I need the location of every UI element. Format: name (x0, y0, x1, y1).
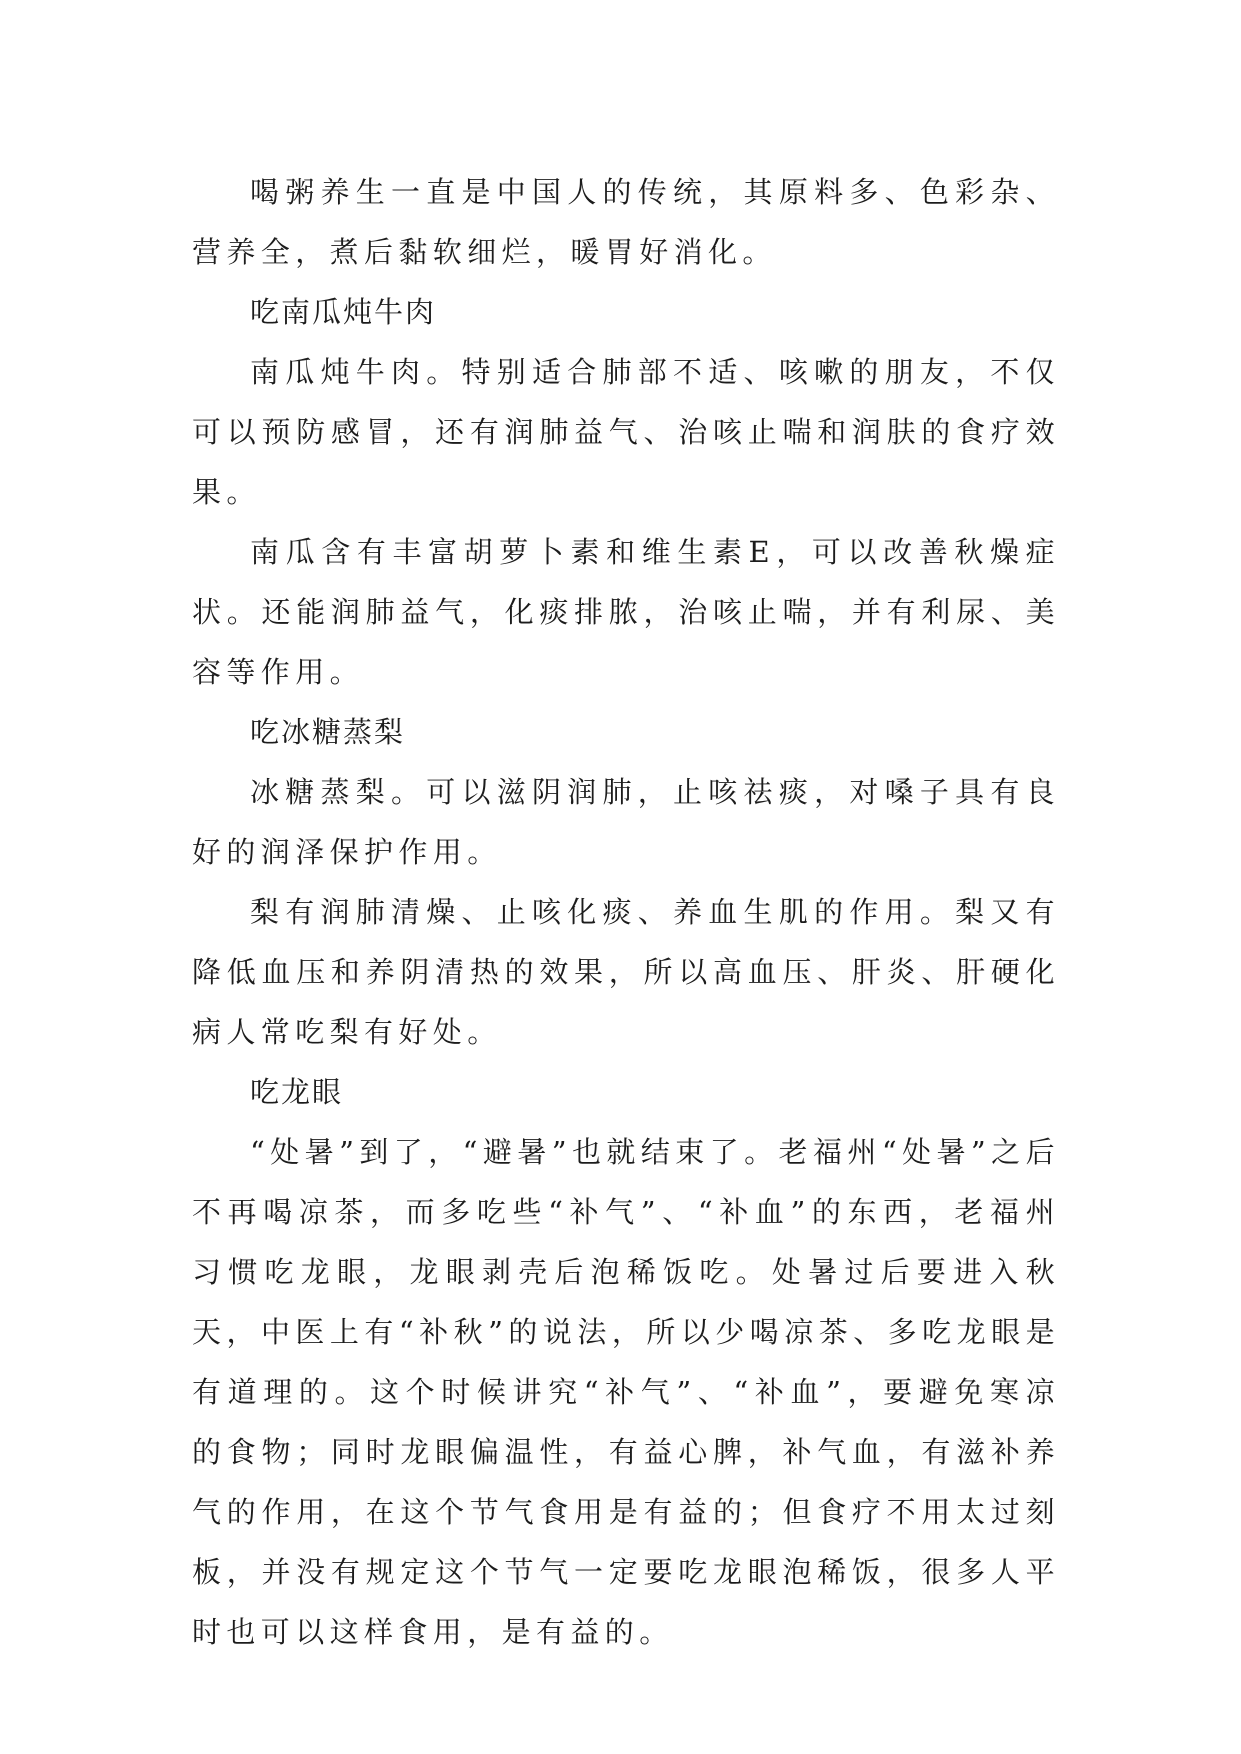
paragraph-steamed-pear: 冰糖蒸梨。可以滋阴润肺，止咳祛痰，对嗓子具有良好的润泽保护作用。 (192, 775, 1060, 869)
paragraph-pumpkin-nutrition: 南瓜含有丰富胡萝卜素和维生素E，可以改善秋燥症状。还能润肺益气，化痰排脓，治咳止喘，并有利尿、美容等作用。 (192, 535, 1060, 689)
paragraph-longan: “处暑”到了，“避暑”也就结束了。老福州“处暑”之后不再喝凉茶，而多吃些“补气”、“补血”的东西，老福州习惯吃龙眼，龙眼剥壳后泡稀饭吃。处暑过后要进入秋天，中医上有“补秋”的说法，所以少喝凉茶、多吃龙眼是有道理的。这个时候讲究“补气”、“补血”，要避免寒凉的食物；同时龙眼偏温性，有益心脾，补气血，有滋补养气的作用，在这个节气食用是有益的；但食疗不用太过刻板，并没有规定这个节气一定要吃龙眼泡稀饭，很多人平时也可以这样食用，是有益的。 (192, 1135, 1060, 1649)
paragraph-pear-benefits: 梨有润肺清燥、止咳化痰、养血生肌的作用。梨又有降低血压和养阴清热的效果，所以高血压、肝炎、肝硬化病人常吃梨有好处。 (192, 895, 1060, 1049)
heading-pumpkin-beef: 吃南瓜炖牛肉 (250, 295, 437, 329)
document-body (192, 162, 1060, 1662)
paragraph-pumpkin-beef: 南瓜炖牛肉。特别适合肺部不适、咳嗽的朋友，不仅可以预防感冒，还有润肺益气、治咳止喘和润肤的食疗效果。 (192, 355, 1060, 509)
heading-longan: 吃龙眼 (250, 1075, 344, 1109)
paragraph-porridge: 喝粥养生一直是中国人的传统，其原料多、色彩杂、营养全，煮后黏软细烂，暖胃好消化。 (192, 175, 1060, 269)
heading-steamed-pear: 吃冰糖蒸梨 (250, 715, 406, 749)
